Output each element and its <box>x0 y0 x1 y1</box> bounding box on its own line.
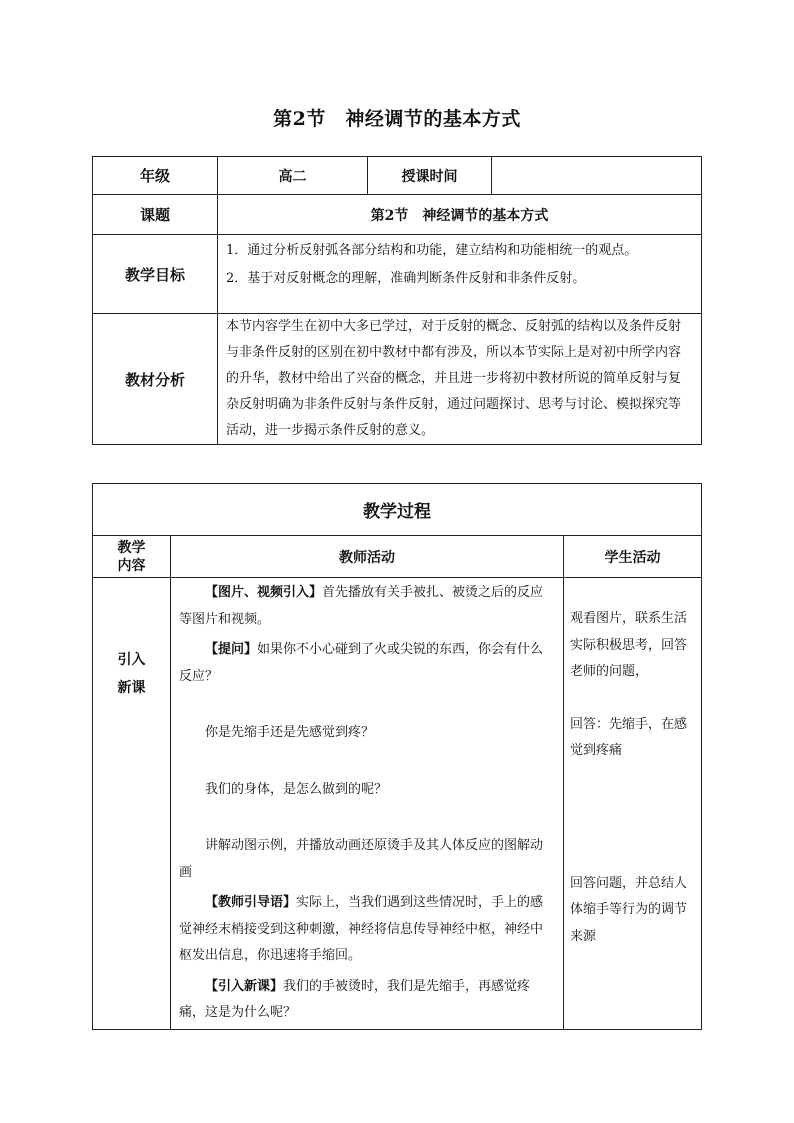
row-label-line-2: 新课 <box>117 680 146 696</box>
goals-cell <box>218 235 702 314</box>
topic-value: 第2节 神经调节的基本方式 <box>218 195 702 235</box>
teacher-para-6-text: 实际上，当我们遇到这些情况时，手上的感觉神经末梢接受到这种刺激，神经将信息传导神经中枢，神经中枢发出信息，你迅速将手缩回。 <box>179 895 544 963</box>
teacher-activity-cell <box>171 578 564 1030</box>
teacher-para-2-text: 如果你不小心碰到了火或尖锐的东西，你会有什么反应？ <box>179 642 544 684</box>
goal-item-1: 1．通过分析反射弧各部分结构和功能，建立结构和功能相统一的观点。 <box>226 243 638 258</box>
student-activity-2: 回答：先缩手，在感觉到疼痛 <box>570 716 688 758</box>
bracket-new-lesson: 【引入新课】 <box>205 978 284 994</box>
lesson-info-table <box>92 156 702 445</box>
class-time-label: 授课时间 <box>368 157 492 195</box>
col-content-header <box>93 536 171 578</box>
grade-label: 年级 <box>93 157 218 195</box>
topic-label: 课题 <box>93 195 218 235</box>
goals-label: 教学目标 <box>93 235 218 314</box>
process-heading: 教学过程 <box>93 484 702 536</box>
page-title: 第2节 神经调节的基本方式 <box>273 108 521 130</box>
col-content-line-1: 教学 <box>117 539 146 556</box>
bracket-teacher-guide: 【教师引导语】 <box>205 895 297 910</box>
col-teacher-header: 教师活动 <box>171 536 564 578</box>
student-activity-cell <box>564 578 702 1030</box>
bracket-question: 【提问】 <box>205 642 258 657</box>
teacher-para-7-text: 我们的手被烫时，我们是先缩手，再感觉疼痛，这是为什么呢？ <box>179 978 531 1020</box>
class-time-value <box>492 157 702 195</box>
grade-value: 高二 <box>218 157 368 195</box>
analysis-text: 本节内容学生在初中大多已学过，对于反射的概念、反射弧的结构以及条件反射与非条件反射的区别在初中教材中都有涉及，所以本节实际上是对初中所学内容的升华，教材中给出了兴奋的概念，并且进一步将初中教材所说的简单反射与复杂反射明确为非条件反射与条件反射，通过问题探讨、思考与讨论、模拟探究等活动，进一步揭示条件反射的意义。 <box>218 314 702 445</box>
teacher-para-1-text: 首先播放有关手被扎、被烫之后的反应等图片和视频。 <box>179 585 544 627</box>
teacher-para-1 <box>171 578 563 635</box>
analysis-label: 教材分析 <box>93 314 218 445</box>
bracket-image-video-intro: 【图片、视频引入】 <box>205 585 323 600</box>
row-label-intro <box>93 578 171 1030</box>
col-content-line-2: 内容 <box>117 557 146 574</box>
teacher-para-4: 我们的身体，是怎么做到的呢？ <box>205 781 388 797</box>
student-activity-3: 回答问题，并总结人体缩手等行为的调节来源 <box>570 875 688 944</box>
teacher-para-6 <box>171 888 563 972</box>
teacher-para-5: 讲解动图示例，并播放动画还原烫手及其人体反应的图解动画 <box>179 838 544 880</box>
teacher-para-2 <box>171 635 563 692</box>
student-activity-1: 观看图片，联系生活实际积极思考，回答老师的问题， <box>570 611 688 679</box>
teacher-para-3: 你是先缩手还是先感觉到疼？ <box>205 725 375 740</box>
teaching-process-table <box>92 483 702 1030</box>
teacher-para-7 <box>171 972 563 1029</box>
col-student-header: 学生活动 <box>564 536 702 578</box>
goal-item-2: 2．基于对反射概念的理解，准确判断条件反射和非条件反射。 <box>226 271 586 286</box>
row-label-line-1: 引入 <box>117 652 146 668</box>
